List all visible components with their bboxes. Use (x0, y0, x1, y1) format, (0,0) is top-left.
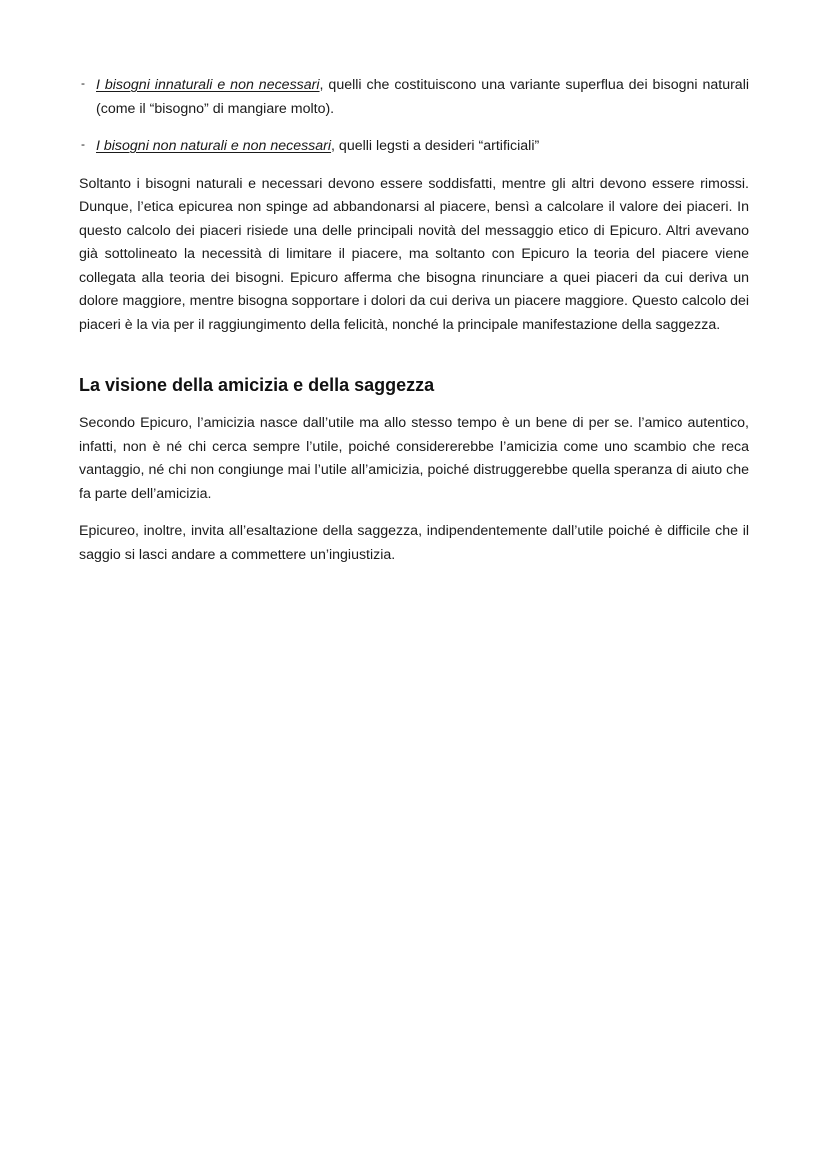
list-item-term: I bisogni innaturali e non necessari (96, 77, 320, 93)
list-item-text: , quelli legsti a desideri “artificiali” (331, 138, 540, 154)
list-item (79, 74, 749, 121)
dash-bullet: - (81, 76, 85, 90)
intro-paragraph: Soltanto i bisogni naturali e necessari devono essere soddisfatti, mentre gli altri devono essere rimossi. Dunque, l’etica epicurea non spinge ad abbandonarsi al piacere, bensì a calcolare il valore dei piaceri. In questo calcolo dei piaceri risiede una delle principali novità del messaggio etico di Epicuro. Altri avevano già sottolineato la necessità di limitare il piacere, ma soltanto con Epicuro la teoria del piacere viene collegata alla teoria dei bisogni. Epicuro afferma che bisogna rinunciare a quei piaceri da cui deriva un dolore maggiore, mentre bisogna sopportare i dolori da cui deriva un piacere maggiore. Questo calcolo dei piaceri è la via per il raggiungimento della felicità, nonché la principale manifestazione della saggezza. (79, 175, 749, 333)
friendship-paragraph: Secondo Epicuro, l’amicizia nasce dall’utile ma allo stesso tempo è un bene di per se. l’amico autentico, infatti, non è né chi cerca sempre l’utile, poiché considererebbe l’amicizia come uno scambio che reca vantaggio, né chi non congiunge mai l’utile all’amicizia, poiché distruggerebbe quella speranza di aiuto che fa parte dell’amicizia. (79, 415, 749, 502)
dash-bullet: - (81, 137, 85, 151)
wisdom-paragraph: Epicureo, inoltre, invita all’esaltazione della saggezza, indipendentemente dall’utile poiché è difficile che il saggio si lasci andare a commettere un’ingiustizia. (79, 523, 749, 563)
list-item-term: I bisogni non naturali e non necessari (96, 138, 332, 154)
needs-list (79, 74, 749, 159)
document-page (79, 74, 749, 581)
list-item (79, 135, 749, 159)
section-heading: La visione della amicizia e della saggezza (79, 375, 435, 395)
list-item-text: , quelli che costituiscono una variante superflua dei bisogni naturali (come il “bisogno” di mangiare molto). (96, 77, 749, 117)
